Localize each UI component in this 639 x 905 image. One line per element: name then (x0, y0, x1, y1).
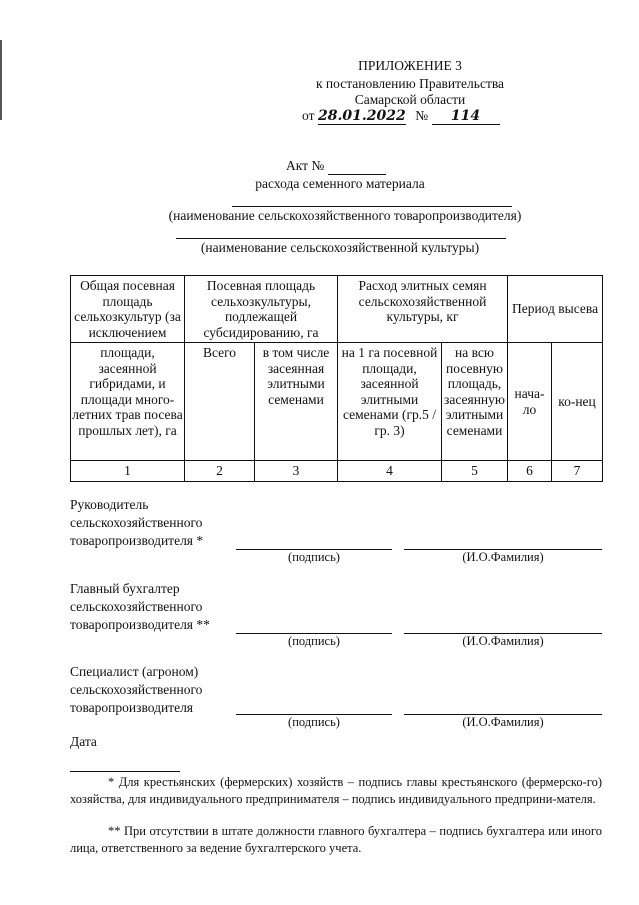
header-subsidized-area: Посевная площадь сельхозкультуры, подлежащей субсидированию, га (185, 276, 338, 343)
column-number: 3 (255, 461, 338, 482)
signature-block-accountant (70, 580, 210, 634)
appendix-title: ПРИЛОЖЕНИЕ 3 (358, 58, 462, 73)
act-subtitle: расхода семенного материала (255, 176, 425, 191)
crop-line (176, 238, 506, 239)
signature-block-head (70, 496, 203, 550)
signer-title: Руководитель (70, 497, 149, 512)
name-caption: (И.О.Фамилия) (462, 550, 544, 564)
header-total-area: на всю посевную площадь, засеянную элитными семенами (442, 343, 508, 461)
footnote-1: * Для крестьянских (фермерских) хозяйств – подпись главы крестьянского (фермерско-го) хозяйства, для индивидуального предпринимателя – подпись индивидуального предприни-мателя. (70, 775, 602, 806)
crop-caption: (наименование сельскохозяйственной культуры) (200, 240, 480, 255)
column-number: 2 (185, 461, 255, 482)
signer-title: Специалист (агроном) (70, 664, 199, 679)
header-start: нача-ло (508, 343, 552, 461)
signer-title: сельскохозяйственного (70, 599, 203, 614)
header-seed-consumption: Расход элитных семян сельскохозяйственной культуры, кг (338, 276, 508, 343)
header-sowing-period: Период высева (508, 276, 603, 343)
column-number: 5 (442, 461, 508, 482)
header-elite-sown: в том числе засеянная элитными семенами (255, 343, 338, 461)
footnote-separator (70, 771, 180, 772)
column-number: 1 (71, 461, 185, 482)
signer-title: сельскохозяйственного (70, 682, 203, 697)
header-end: ко-нец (552, 343, 603, 461)
producer-caption: (наименование сельскохозяйственного товаропроизводителя) (168, 208, 522, 223)
header-col1-top: Общая посевная площадь сельхозкультур (за исключением (71, 276, 185, 343)
name-caption: (И.О.Фамилия) (462, 715, 544, 729)
name-caption: (И.О.Фамилия) (462, 634, 544, 648)
signer-title: Главный бухгалтер (70, 581, 180, 596)
appendix-line2: Самарской области (354, 92, 466, 107)
handwritten-date: 28.01.2022 (318, 108, 406, 124)
act-number-blank (328, 158, 386, 175)
seed-usage-table (70, 275, 603, 482)
column-number: 7 (552, 461, 603, 482)
act-title-prefix: Акт № (286, 158, 325, 173)
from-label: от (302, 108, 315, 123)
signer-title: товаропроизводителя (70, 700, 194, 715)
act-title (286, 158, 386, 175)
handwritten-number: 114 (432, 108, 500, 125)
header-col1-bottom: площади, засеянной гибридами, и площади много-летних трав посева прошлых лет), га (71, 343, 185, 461)
footnote-2: ** При отсутствии в штате должности главного бухгалтера – подпись бухгалтера или иного лица, ответственного за ведение бухгалтерского учета. (70, 824, 602, 855)
signer-title: товаропроизводителя ** (70, 617, 210, 632)
number-label: № (415, 108, 429, 123)
producer-line (232, 206, 512, 207)
header-per-hectare: на 1 га посевной площади, засеянной элитными семенами (гр.5 / гр. 3) (338, 343, 442, 461)
header-total: Всего (185, 343, 255, 461)
column-number: 6 (508, 461, 552, 482)
column-number: 4 (338, 461, 442, 482)
signature-caption: (подпись) (288, 550, 340, 564)
signature-caption: (подпись) (288, 634, 340, 648)
appendix-date-line (302, 108, 500, 125)
signer-title: сельскохозяйственного (70, 515, 203, 530)
scan-edge-mark (0, 40, 2, 120)
appendix-line1: к постановлению Правительства (315, 76, 505, 91)
signer-title: товаропроизводителя * (70, 533, 204, 548)
signature-caption: (подпись) (288, 715, 340, 729)
signature-block-agronomist (70, 663, 202, 717)
date-label: Дата (70, 734, 97, 749)
